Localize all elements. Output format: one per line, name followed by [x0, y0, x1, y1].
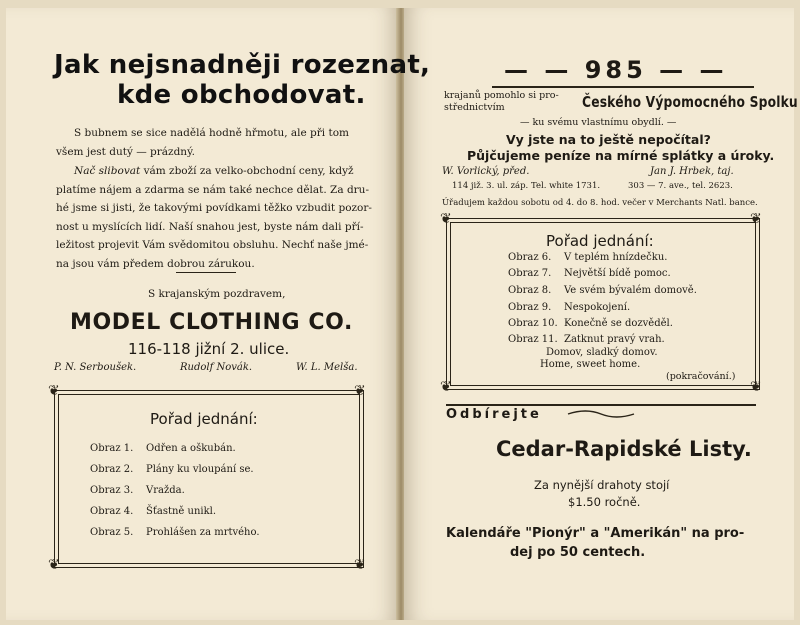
- left-title-line1: Jak nejsnadněji rozeznat,: [54, 50, 431, 80]
- address-1: 114 již. 3. ul. záp. Tel. white 1731.: [452, 181, 601, 191]
- loan-line: Půjčujeme peníze na mírné splátky a úroky.: [467, 148, 775, 163]
- program-item-label: Obraz 6.: [508, 252, 552, 263]
- price-line1: Za nynější drahoty stojí: [534, 478, 670, 492]
- frame-ornament-icon: ❦: [48, 383, 60, 399]
- program-item-text: Zatknut pravý vrah.: [564, 334, 665, 345]
- signatory-2: Rudolf Novák.: [180, 362, 253, 373]
- left-title-line2: kde obchodovat.: [117, 80, 366, 110]
- program-continued: (pokračování.): [666, 371, 736, 382]
- p2-emphasis: Nač slibovat: [74, 165, 141, 177]
- subscribe-label: Odbírejte: [446, 407, 542, 422]
- question-line: Vy jste na to ještě nepočítal?: [506, 132, 711, 147]
- p2-line1-rest: vám zboží za velko-obchodní ceny, když: [140, 165, 354, 177]
- left-program-title: Pořad jednání:: [150, 410, 258, 428]
- officer-president: W. Vorlický, před.: [442, 166, 530, 177]
- frame-ornament-icon: ❦: [440, 379, 452, 395]
- program-item: [90, 506, 216, 517]
- price-line2: $1.50 ročně.: [568, 495, 641, 509]
- body-paragraph: [56, 162, 376, 274]
- frame-ornament-icon: ❦: [48, 557, 60, 573]
- program-item-text: Vražda.: [146, 485, 185, 496]
- frame-ornament-icon: ❦: [750, 211, 762, 227]
- p2-line1: [56, 162, 376, 181]
- frame-ornament-icon: ❦: [440, 211, 452, 227]
- program-extra-2: Home, sweet home.: [540, 359, 641, 370]
- calendar-line1: Kalendáře "Pionýr" a "Amerikán" na pro-: [446, 526, 745, 541]
- program-item-label: Obraz 4.: [90, 506, 134, 517]
- p1-line2: všem jest dutý — prázdný.: [56, 145, 195, 158]
- program-item-text: Prohlášen za mrtvého.: [146, 527, 260, 538]
- program-item-text: Plány ku vloupání se.: [146, 464, 254, 475]
- program-extra-1: Domov, sladký domov.: [546, 347, 658, 358]
- program-item-text: Šťastně unikl.: [146, 506, 217, 517]
- society-small-line1: krajanů pomohlo si pro-: [444, 90, 559, 101]
- newspaper-name: Cedar-Rapidské Listy.: [496, 437, 752, 461]
- program-item-text: Nespokojení.: [564, 302, 631, 313]
- address-2: 303 — 7. ave., tel. 2623.: [628, 181, 733, 191]
- p2-line2: platíme nájem a zdarma se nám také nechce dělat. Za dru-: [56, 183, 369, 196]
- program-item-text: Konečně se dozvěděl.: [564, 318, 673, 329]
- program-item-label: Obraz 3.: [90, 485, 134, 496]
- left-divider: [176, 272, 236, 273]
- program-item-label: Obraz 5.: [90, 527, 134, 538]
- right-program-title: Pořad jednání:: [546, 232, 654, 250]
- p2-line3: hé jsme si jisti, že takovými povídkami těžko vzbudit pozor-: [56, 202, 372, 215]
- calendar-line2: dej po 50 centech.: [510, 545, 646, 560]
- header-rule: [492, 86, 754, 88]
- program-item: [508, 285, 697, 296]
- program-item-text: Ve svém bývalém domově.: [564, 285, 697, 296]
- own-home-line: — ku svému vlastnímu obydlí. —: [520, 117, 677, 128]
- program-item: [508, 268, 671, 279]
- program-item: [90, 527, 260, 538]
- p2-line4: nost u myslících lidí. Naší snahou jest, byste nám dali pří-: [56, 220, 364, 233]
- signatory-3: W. L. Melša.: [296, 362, 358, 373]
- society-small-line2: střednictvím: [444, 102, 505, 113]
- page-number: — — 985 — —: [504, 56, 728, 84]
- program-item: [90, 485, 185, 496]
- program-item: [508, 252, 667, 263]
- program-item: [508, 302, 630, 313]
- p2-line6: na jsou vám předem dobrou zárukou.: [56, 257, 255, 270]
- program-item-label: Obraz 10.: [508, 318, 558, 329]
- signatory-1: P. N. Serboušek.: [54, 362, 137, 373]
- program-item: [508, 334, 665, 345]
- p2-line5: ležitost projevit Vám svědomitou obsluhu. Nechť naše jmé-: [56, 239, 369, 252]
- program-item-label: Obraz 7.: [508, 268, 552, 279]
- program-item-label: Obraz 11.: [508, 334, 558, 345]
- program-item-text: V teplém hnízdečku.: [564, 252, 668, 263]
- program-item-label: Obraz 1.: [90, 443, 134, 454]
- society-name: Českého Výpomocného Spolku: [582, 93, 798, 111]
- company-address: 116-118 jižní 2. ulice.: [128, 340, 290, 358]
- subscribe-rule: [446, 404, 756, 406]
- frame-ornament-icon: ❦: [750, 379, 762, 395]
- frame-ornament-icon: ❦: [354, 383, 366, 399]
- office-hours: Úřadujem každou sobotu od 4. do 8. hod. večer v Merchants Natl. bance.: [442, 198, 758, 208]
- frame-ornament-icon: ❦: [354, 557, 366, 573]
- intro-paragraph: [56, 124, 376, 161]
- program-item-label: Obraz 8.: [508, 285, 552, 296]
- program-item: [90, 443, 236, 454]
- program-item-text: Největší bídě pomoc.: [564, 268, 671, 279]
- greeting: S krajanským pozdravem,: [148, 288, 286, 300]
- flourish-ornament-icon: [566, 408, 636, 420]
- p1-line1: S bubnem se sice nadělá hodně hřmotu, ale při tom: [74, 127, 349, 139]
- program-item: [508, 318, 673, 329]
- company-name: MODEL CLOTHING CO.: [70, 310, 353, 335]
- officer-secretary: Jan J. Hrbek, taj.: [650, 166, 734, 177]
- program-item-text: Odřen a oškubán.: [146, 443, 236, 454]
- program-item: [90, 464, 254, 475]
- program-item-label: Obraz 9.: [508, 302, 552, 313]
- program-item-label: Obraz 2.: [90, 464, 134, 475]
